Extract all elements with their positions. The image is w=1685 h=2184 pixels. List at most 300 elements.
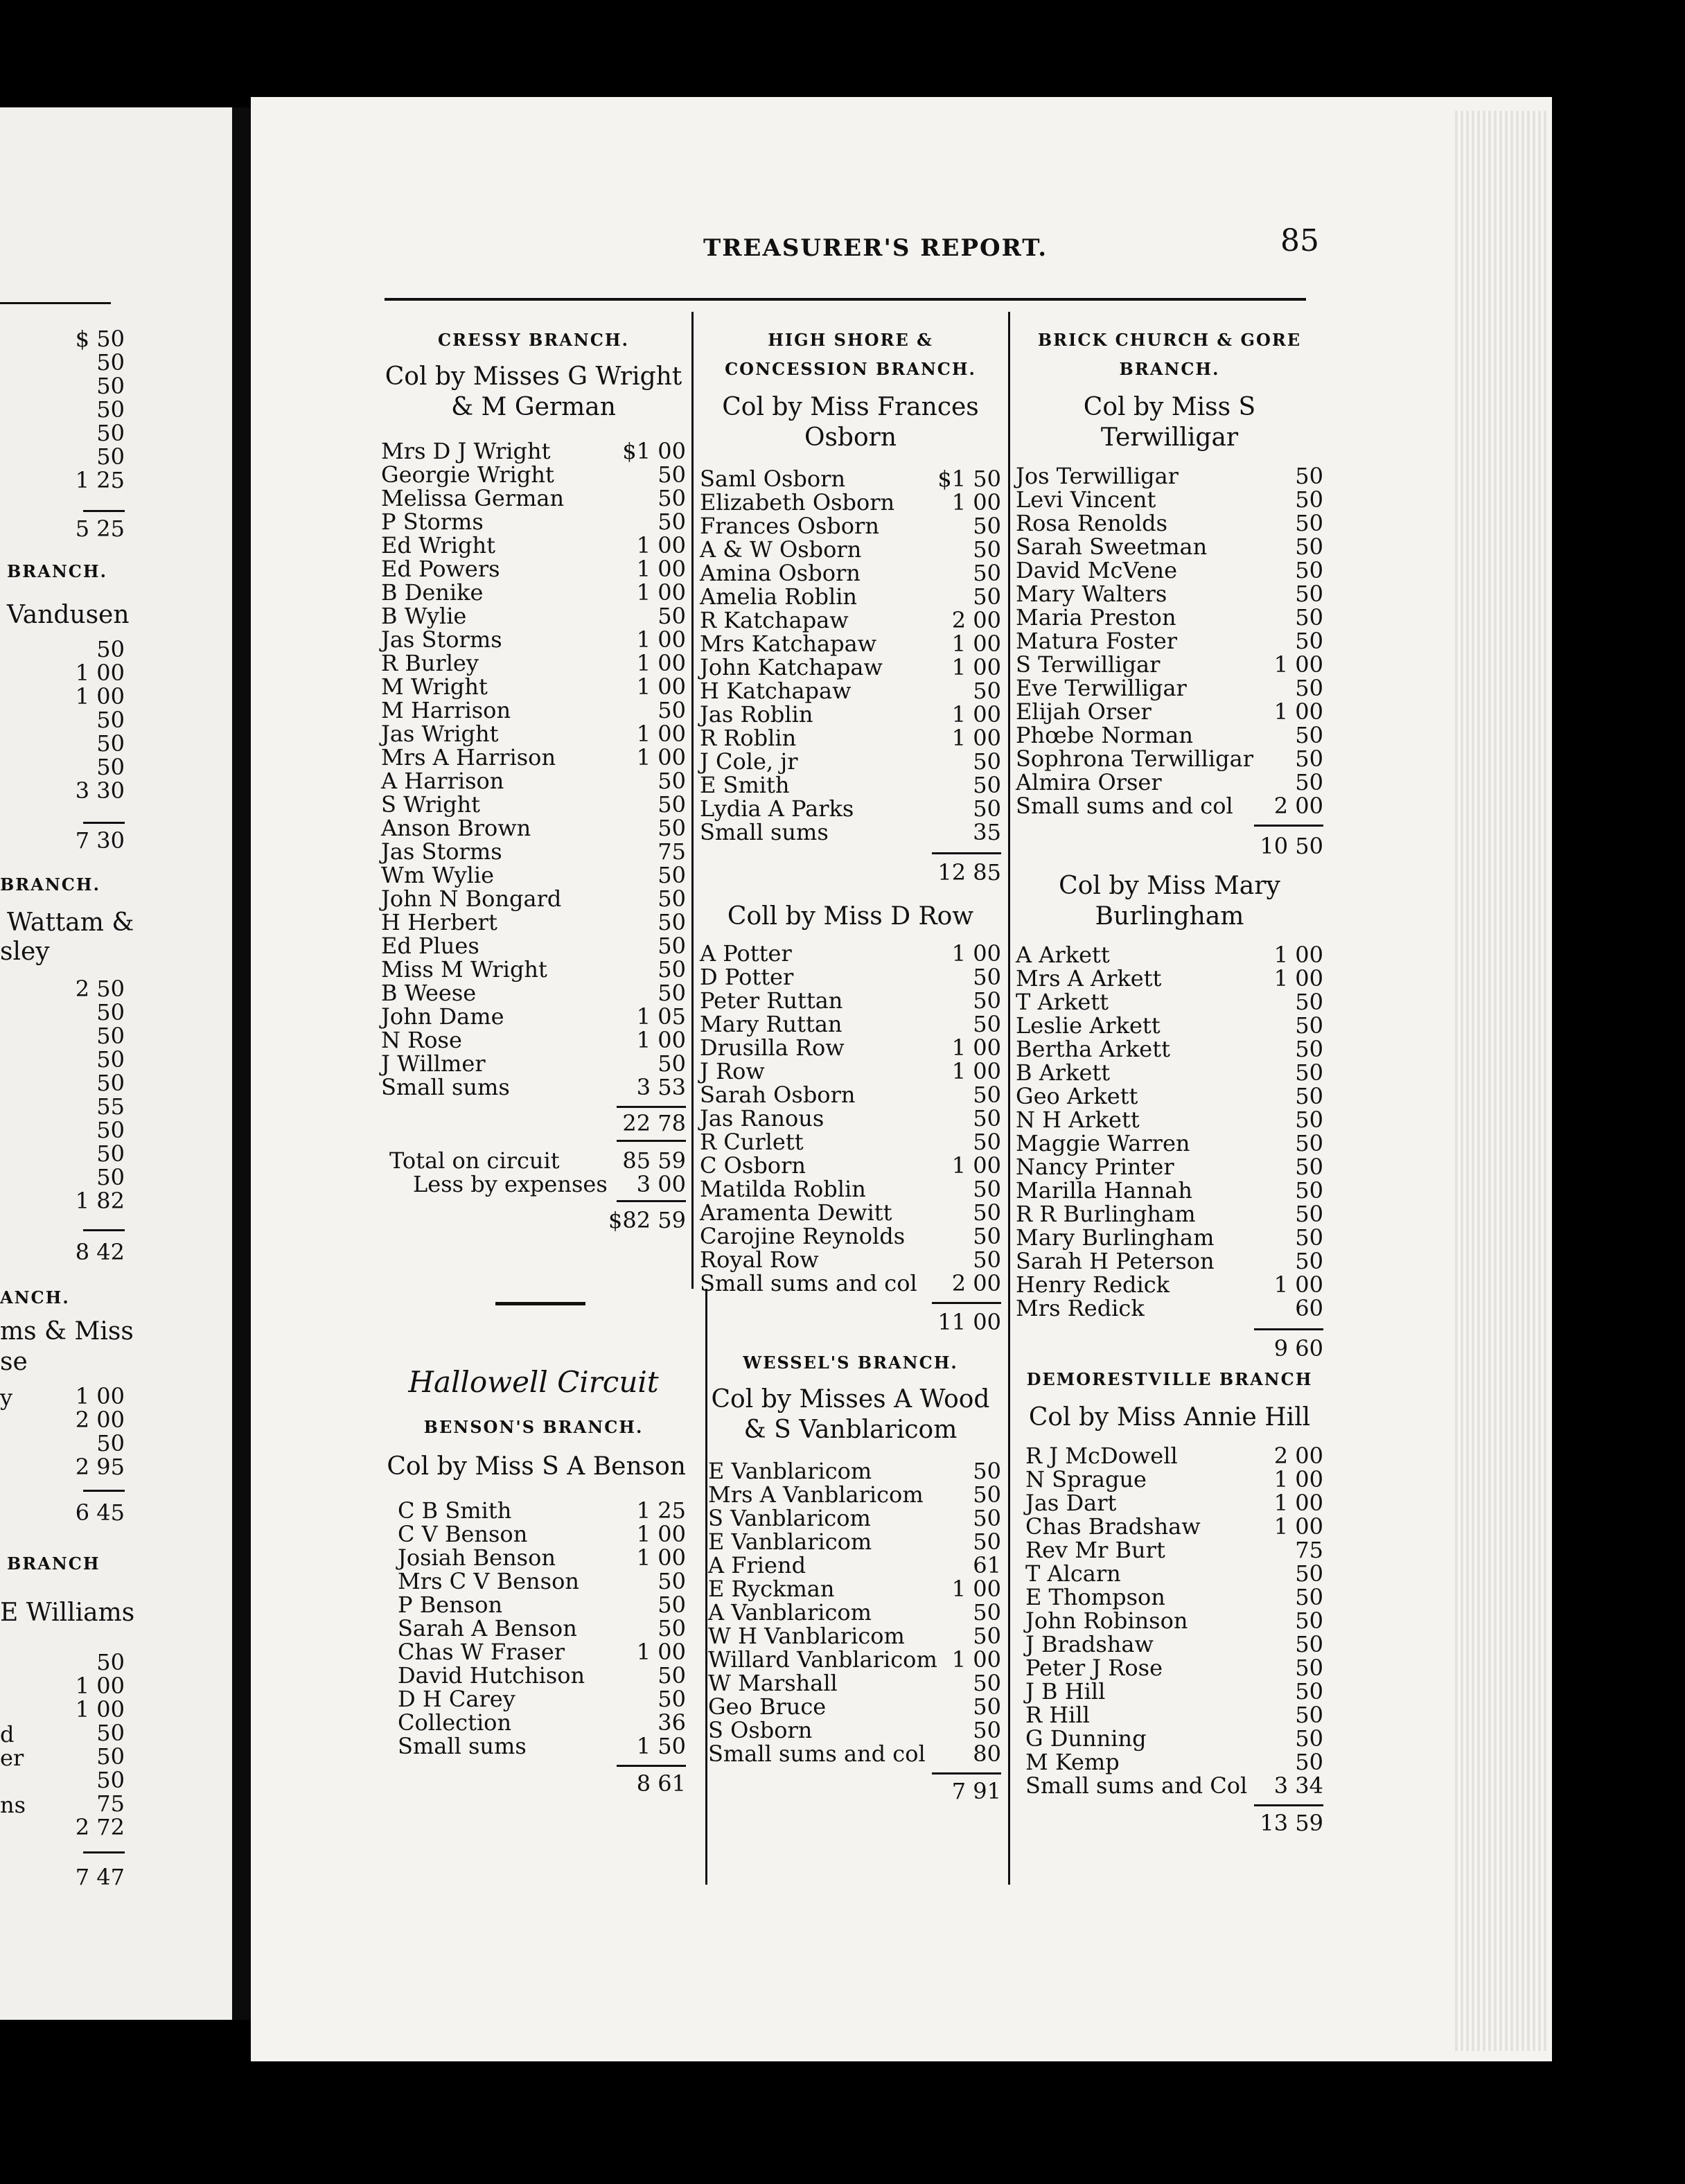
- list-item: [381, 486, 686, 510]
- entry-amount: 2 00: [951, 1270, 1001, 1296]
- entry-amount: 1 00: [951, 725, 1001, 751]
- list-item: [381, 651, 686, 675]
- amount-value: 50: [96, 754, 125, 780]
- list-item: [708, 1671, 1001, 1695]
- demorestville-collector: Col by Miss Annie Hill: [1028, 1403, 1311, 1432]
- entry-amount: 50: [1295, 510, 1323, 536]
- entry-name: Jos Terwilligar: [1016, 463, 1179, 489]
- entry-amount: 1 00: [636, 744, 686, 770]
- list-item: [381, 439, 686, 463]
- list-item: [1016, 1249, 1323, 1273]
- entry-name: J Cole, jr: [700, 748, 798, 775]
- amount-value: 50: [96, 1023, 125, 1049]
- entry-amount: 50: [1295, 1248, 1323, 1274]
- left-fragment-5a: d: [0, 1721, 15, 1747]
- entry-name: S Osborn: [708, 1717, 813, 1743]
- entry-amount: 61: [973, 1552, 1001, 1578]
- entry-name: Saml Osborn: [700, 466, 846, 492]
- list-item: [708, 1624, 1001, 1648]
- high-shore-branch-heading: HIGH SHORE & CONCESSION BRANCH.: [725, 330, 976, 379]
- entry-amount: 50: [658, 1050, 686, 1077]
- list-item: [700, 1130, 1001, 1154]
- list-item: [1016, 1226, 1323, 1249]
- list-item: [700, 538, 1001, 561]
- list-item: [381, 910, 686, 934]
- entry-amount: 1 00: [1273, 942, 1323, 968]
- list-item: [700, 467, 1001, 491]
- list-item: [381, 840, 686, 863]
- entry-amount: 50: [1295, 1036, 1323, 1062]
- entry-amount: 1 00: [951, 631, 1001, 657]
- entry-name: Sarah Sweetman: [1016, 534, 1208, 560]
- list-item: [1016, 535, 1323, 558]
- entry-name: Mrs Redick: [1016, 1295, 1145, 1321]
- entry-name: Wm Wylie: [381, 862, 495, 888]
- entry-amount: 1 50: [636, 1733, 686, 1759]
- entry-amount: 50: [658, 862, 686, 888]
- entry-name: Jas Dart: [1025, 1490, 1117, 1516]
- list-item: [700, 1107, 1001, 1130]
- entry-amount: 1 00: [1273, 698, 1323, 725]
- cressy-total-line: [617, 1106, 686, 1108]
- list-item: [398, 1687, 686, 1711]
- cressy-collector: Col by Misses G Wright & M German: [385, 362, 682, 421]
- amount-value: 50: [96, 1070, 125, 1096]
- list-item: [700, 655, 1001, 679]
- column-divider-2: [1008, 312, 1010, 1885]
- list-item: [700, 608, 1001, 632]
- entry-name: W Marshall: [708, 1670, 838, 1696]
- entry-name: R Katchapaw: [700, 607, 849, 633]
- entry-amount: 50: [973, 1105, 1001, 1131]
- entry-amount: 50: [973, 1717, 1001, 1743]
- entry-amount: 50: [1295, 1749, 1323, 1775]
- bensons-branch-heading: BENSON'S BRANCH.: [423, 1417, 644, 1437]
- entry-amount: 50: [1295, 769, 1323, 795]
- list-item: [381, 675, 686, 698]
- entry-amount: 1 00: [951, 1152, 1001, 1179]
- entry-name: Mrs A Vanblaricom: [708, 1481, 924, 1508]
- entry-name: A Vanblaricom: [708, 1599, 872, 1626]
- entry-amount: 50: [1295, 1678, 1323, 1705]
- entry-name: Amina Osborn: [700, 560, 861, 586]
- amount-value: 50: [96, 730, 125, 757]
- entry-name: Elijah Orser: [1016, 698, 1152, 725]
- entry-amount: $1 00: [622, 438, 686, 464]
- entry-amount: 50: [658, 956, 686, 983]
- row-total-line: [932, 1302, 1001, 1304]
- entry-amount: 50: [1295, 486, 1323, 513]
- list-item: [381, 1052, 686, 1075]
- entry-amount: 50: [658, 886, 686, 912]
- entry-name: Henry Redick: [1016, 1271, 1170, 1298]
- entry-amount: 50: [1295, 1702, 1323, 1728]
- entry-amount: 50: [1295, 1631, 1323, 1657]
- entry-amount: 50: [1295, 628, 1323, 654]
- list-item: [1016, 723, 1323, 747]
- entry-amount: 50: [973, 1129, 1001, 1155]
- entry-amount: 36: [658, 1709, 686, 1736]
- entry-amount: 1 00: [951, 1576, 1001, 1602]
- header-rule: [385, 298, 1306, 301]
- list-item: [1025, 1750, 1323, 1774]
- amount-value: 50: [96, 1164, 125, 1190]
- hallowell-circuit-title: Hallowell Circuit: [408, 1365, 659, 1399]
- cressy-entries: [381, 439, 686, 1099]
- entry-amount: 50: [1295, 1107, 1323, 1133]
- entry-amount: 50: [973, 1599, 1001, 1626]
- entry-name: John N Bongard: [381, 886, 562, 912]
- amount-value: 1 00: [75, 660, 125, 686]
- entry-name: C V Benson: [398, 1521, 528, 1547]
- entry-name: Drusilla Row: [700, 1034, 845, 1061]
- entry-amount: 50: [658, 1592, 686, 1618]
- list-item: [1025, 1632, 1323, 1656]
- entry-name: Maggie Warren: [1016, 1130, 1190, 1156]
- list-item: [1016, 1108, 1323, 1131]
- row-collector: Coll by Miss D Row: [727, 902, 974, 931]
- total-on-circuit: [381, 1149, 686, 1172]
- entry-amount: 1 00: [636, 650, 686, 676]
- entry-name: J Bradshaw: [1025, 1631, 1154, 1657]
- entry-name: Elizabeth Osborn: [700, 489, 895, 516]
- entry-name: T Arkett: [1016, 989, 1109, 1015]
- amount-value: 50: [96, 1649, 125, 1675]
- entry-name: David McVene: [1016, 557, 1178, 583]
- list-item: [1025, 1491, 1323, 1515]
- list-item: [1025, 1515, 1323, 1538]
- entry-amount: 50: [1295, 722, 1323, 748]
- list-item: [1016, 676, 1323, 700]
- entry-amount: 1 00: [951, 701, 1001, 728]
- left-page-content: [0, 0, 232, 2184]
- entry-name: Mrs A Harrison: [381, 744, 556, 770]
- list-item: [700, 1271, 1001, 1295]
- entry-amount: 50: [658, 1662, 686, 1689]
- list-item: [1016, 1131, 1323, 1155]
- entry-amount: 1 00: [951, 1034, 1001, 1061]
- entry-amount: 50: [1295, 1012, 1323, 1039]
- entry-name: J Row: [700, 1058, 765, 1084]
- amount-value: 75: [96, 1790, 125, 1817]
- entry-name: B Denike: [381, 579, 484, 606]
- entry-name: Josiah Benson: [398, 1544, 556, 1571]
- entry-amount: 1 00: [1273, 1271, 1323, 1298]
- left-collector-2a: Wattam &: [7, 908, 134, 937]
- entry-name: Chas Bradshaw: [1025, 1513, 1201, 1540]
- page-edges: [1455, 111, 1549, 2051]
- entry-name: John Dame: [381, 1003, 504, 1030]
- entry-amount: 1 25: [636, 1497, 686, 1524]
- amount-value: 1 00: [75, 683, 125, 710]
- bensons-total-line: [617, 1765, 686, 1767]
- less-by-expenses: [381, 1172, 686, 1196]
- list-item: [700, 1154, 1001, 1177]
- entry-name: N Sprague: [1025, 1466, 1147, 1492]
- entry-amount: 50: [1295, 675, 1323, 701]
- left-branch-3: ANCH.: [0, 1287, 70, 1307]
- list-item: [1025, 1538, 1323, 1562]
- entry-name: S Vanblaricom: [708, 1505, 871, 1531]
- entry-name: Mrs A Arkett: [1016, 965, 1162, 992]
- entry-amount: 50: [973, 560, 1001, 586]
- brick-church-total-line: [1254, 825, 1323, 827]
- entry-name: H Katchapaw: [700, 678, 852, 704]
- entry-amount: 50: [658, 1568, 686, 1594]
- left-total-line-4: [83, 1490, 125, 1492]
- list-item: [1016, 606, 1323, 629]
- bensons-collector: Col by Miss S A Benson: [387, 1452, 686, 1481]
- entry-name: Eve Terwilligar: [1016, 675, 1187, 701]
- entry-name: Ed Plues: [381, 933, 479, 959]
- amount-value: 50: [96, 1046, 125, 1073]
- entry-amount: 50: [973, 678, 1001, 704]
- entry-amount: 50: [973, 987, 1001, 1014]
- list-item: [1016, 1155, 1323, 1179]
- entry-amount: 1 00: [636, 1521, 686, 1547]
- entry-amount: 50: [1295, 989, 1323, 1015]
- entry-name: S Wright: [381, 791, 481, 818]
- entry-name: S Terwilligar: [1016, 651, 1161, 678]
- entry-amount: 50: [973, 1223, 1001, 1249]
- amount-value: 50: [96, 1117, 125, 1143]
- entry-name: Anson Brown: [381, 815, 531, 841]
- left-total-line-3: [83, 1229, 125, 1231]
- list-item: [708, 1553, 1001, 1577]
- entry-amount: 35: [973, 819, 1001, 845]
- list-item: [708, 1601, 1001, 1624]
- list-item: [381, 746, 686, 769]
- left-fragment-5b: er: [0, 1745, 24, 1771]
- entry-name: A Arkett: [1016, 942, 1110, 968]
- less-by-expenses-amount: 3 00: [636, 1171, 686, 1197]
- entry-amount: 50: [1295, 1083, 1323, 1109]
- entry-amount: 50: [1295, 1130, 1323, 1156]
- list-item: [381, 934, 686, 958]
- entry-amount: 50: [1295, 534, 1323, 560]
- entry-name: Nancy Printer: [1016, 1154, 1174, 1180]
- cressy-branch-heading: CRESSY BRANCH.: [438, 330, 629, 350]
- page-number: 85: [1280, 223, 1319, 258]
- list-item: [1025, 1774, 1323, 1797]
- amount-value: 50: [96, 373, 125, 399]
- entry-name: Mary Walters: [1016, 581, 1167, 607]
- entry-amount: 1 00: [951, 654, 1001, 680]
- entry-name: Matilda Roblin: [700, 1176, 866, 1202]
- entry-amount: 2 00: [951, 607, 1001, 633]
- list-item: [381, 722, 686, 746]
- entry-amount: 1 00: [636, 1544, 686, 1571]
- entry-amount: 1 00: [636, 1027, 686, 1053]
- list-item: [708, 1530, 1001, 1553]
- list-item: [700, 514, 1001, 538]
- left-amounts-5: [42, 1650, 125, 1839]
- amount-value: 1 00: [75, 1383, 125, 1409]
- list-item: [1016, 700, 1323, 723]
- amount-value: 50: [96, 636, 125, 662]
- entry-name: Chas W Fraser: [398, 1639, 565, 1665]
- list-item: [1016, 943, 1323, 967]
- list-item: [1016, 488, 1323, 511]
- entry-amount: 50: [658, 509, 686, 535]
- list-item: [1016, 558, 1323, 582]
- left-amounts-1: [42, 327, 125, 492]
- entry-name: Amelia Roblin: [700, 583, 858, 610]
- entry-name: P Benson: [398, 1592, 503, 1618]
- entry-amount: 50: [1295, 1177, 1323, 1204]
- burlingham-total-line: [1254, 1328, 1323, 1330]
- entry-amount: 50: [973, 964, 1001, 990]
- demorestville-total: 13 59: [1260, 1810, 1323, 1836]
- entry-name: Mary Burlingham: [1016, 1224, 1215, 1251]
- entry-name: E Smith: [700, 772, 790, 798]
- entry-amount: 1 05: [636, 1003, 686, 1030]
- high-shore-total: 12 85: [937, 859, 1001, 886]
- list-item: [700, 561, 1001, 585]
- list-item: [1016, 1037, 1323, 1061]
- list-item: [708, 1577, 1001, 1601]
- entry-amount: 50: [658, 791, 686, 818]
- left-total-line-5: [83, 1851, 125, 1853]
- amount-value: 50: [96, 1767, 125, 1793]
- list-item: [1025, 1585, 1323, 1609]
- entry-amount: 50: [1295, 557, 1323, 583]
- demorestville-total-line: [1254, 1804, 1323, 1806]
- entry-amount: 50: [658, 1686, 686, 1712]
- amount-value: 50: [96, 443, 125, 470]
- entry-name: Jas Ranous: [700, 1105, 824, 1131]
- entry-name: Geo Arkett: [1016, 1083, 1138, 1109]
- amount-value: 50: [96, 1430, 125, 1456]
- list-item: [708, 1718, 1001, 1742]
- list-item: [1016, 511, 1323, 535]
- entry-amount: 50: [1295, 581, 1323, 607]
- entry-name: Jas Storms: [381, 626, 502, 653]
- bensons-entries: [381, 1499, 686, 1758]
- entry-name: R Curlett: [700, 1129, 804, 1155]
- entry-name: R Roblin: [700, 725, 797, 751]
- entry-name: E Vanblaricom: [708, 1458, 872, 1484]
- list-item: [1025, 1703, 1323, 1727]
- list-item: [708, 1695, 1001, 1718]
- left-total-line-2: [83, 822, 125, 824]
- entry-amount: 1 00: [636, 626, 686, 653]
- entry-amount: 50: [973, 1693, 1001, 1720]
- list-item: [1016, 747, 1323, 770]
- entry-amount: 1 00: [1273, 1466, 1323, 1492]
- list-item: [708, 1483, 1001, 1506]
- entry-name: H Herbert: [381, 909, 497, 935]
- brick-church-branch-heading: BRICK CHURCH & GORE BRANCH.: [1037, 330, 1302, 379]
- entry-amount: 1 00: [636, 579, 686, 606]
- list-item: [398, 1664, 686, 1687]
- entry-amount: 50: [1295, 604, 1323, 631]
- entry-amount: 50: [1295, 1059, 1323, 1086]
- amount-value: $ 50: [75, 326, 125, 352]
- list-item: [1016, 967, 1323, 990]
- list-item: [700, 942, 1001, 965]
- entry-name: Maria Preston: [1016, 604, 1176, 631]
- list-item: [381, 981, 686, 1005]
- list-item: [708, 1742, 1001, 1765]
- row-entries: [700, 942, 1001, 1295]
- high-shore-total-line: [932, 852, 1001, 854]
- list-item: [1025, 1656, 1323, 1680]
- entry-name: R R Burlingham: [1016, 1201, 1196, 1227]
- list-item: [1025, 1609, 1323, 1632]
- left-total-3: 8 42: [75, 1239, 125, 1265]
- total-on-circuit-amount: 85 59: [622, 1147, 686, 1174]
- list-item: [381, 1005, 686, 1028]
- list-item: [398, 1640, 686, 1664]
- list-item: [1016, 990, 1323, 1014]
- left-collector-1: Vandusen: [7, 601, 130, 629]
- entry-name: B Arkett: [1016, 1059, 1111, 1086]
- list-item: [700, 491, 1001, 514]
- entry-amount: 50: [973, 1670, 1001, 1696]
- entry-name: J B Hill: [1025, 1678, 1106, 1705]
- high-shore-collector: Col by Miss Frances Osborn: [722, 393, 979, 452]
- entry-name: B Weese: [381, 980, 477, 1006]
- entry-amount: 50: [973, 513, 1001, 539]
- list-item: [381, 534, 686, 557]
- list-item: [708, 1648, 1001, 1671]
- left-amounts-4: [42, 1384, 125, 1479]
- amount-value: 50: [96, 707, 125, 733]
- entry-name: Collection: [398, 1709, 512, 1736]
- left-collector-2b: sley: [0, 937, 50, 966]
- wessels-total: 7 91: [951, 1778, 1001, 1804]
- entry-amount: 50: [973, 1505, 1001, 1531]
- amount-value: 50: [96, 420, 125, 446]
- entry-amount: 50: [658, 909, 686, 935]
- list-item: [700, 750, 1001, 773]
- bensons-total: 8 61: [636, 1770, 686, 1797]
- list-item: [381, 1028, 686, 1052]
- entry-amount: 50: [973, 1529, 1001, 1555]
- entry-name: Small sums and Col: [1025, 1772, 1248, 1799]
- list-item: [398, 1593, 686, 1617]
- cressy-total: 22 78: [622, 1110, 686, 1136]
- list-item: [1016, 770, 1323, 794]
- entry-amount: 50: [973, 1247, 1001, 1273]
- entry-name: Marilla Hannah: [1016, 1177, 1192, 1204]
- list-item: [1025, 1562, 1323, 1585]
- amount-value: 1 82: [75, 1188, 125, 1214]
- entry-name: R Burley: [381, 650, 479, 676]
- entry-amount: 50: [1295, 1584, 1323, 1610]
- entry-name: Rev Mr Burt: [1025, 1537, 1165, 1563]
- list-item: [708, 1459, 1001, 1483]
- entry-name: D H Carey: [398, 1686, 515, 1712]
- entry-name: Royal Row: [700, 1247, 819, 1273]
- book-spine: [232, 107, 253, 2020]
- entry-name: M Kemp: [1025, 1749, 1120, 1775]
- wessels-entries: [700, 1459, 1001, 1765]
- left-amounts-2: [42, 637, 125, 802]
- list-item: [708, 1506, 1001, 1530]
- less-by-expenses-label: Less by expenses: [413, 1171, 608, 1197]
- wessels-collector: Col by Misses A Wood & S Vanblaricom: [711, 1385, 990, 1444]
- left-top-rule: [0, 302, 111, 304]
- entry-name: E Ryckman: [708, 1576, 835, 1602]
- list-item: [1016, 1179, 1323, 1202]
- list-item: [1016, 653, 1323, 676]
- left-total-2: 7 30: [75, 827, 125, 854]
- section-divider: [495, 1302, 585, 1305]
- amount-value: 2 72: [75, 1814, 125, 1840]
- entry-amount: 50: [973, 772, 1001, 798]
